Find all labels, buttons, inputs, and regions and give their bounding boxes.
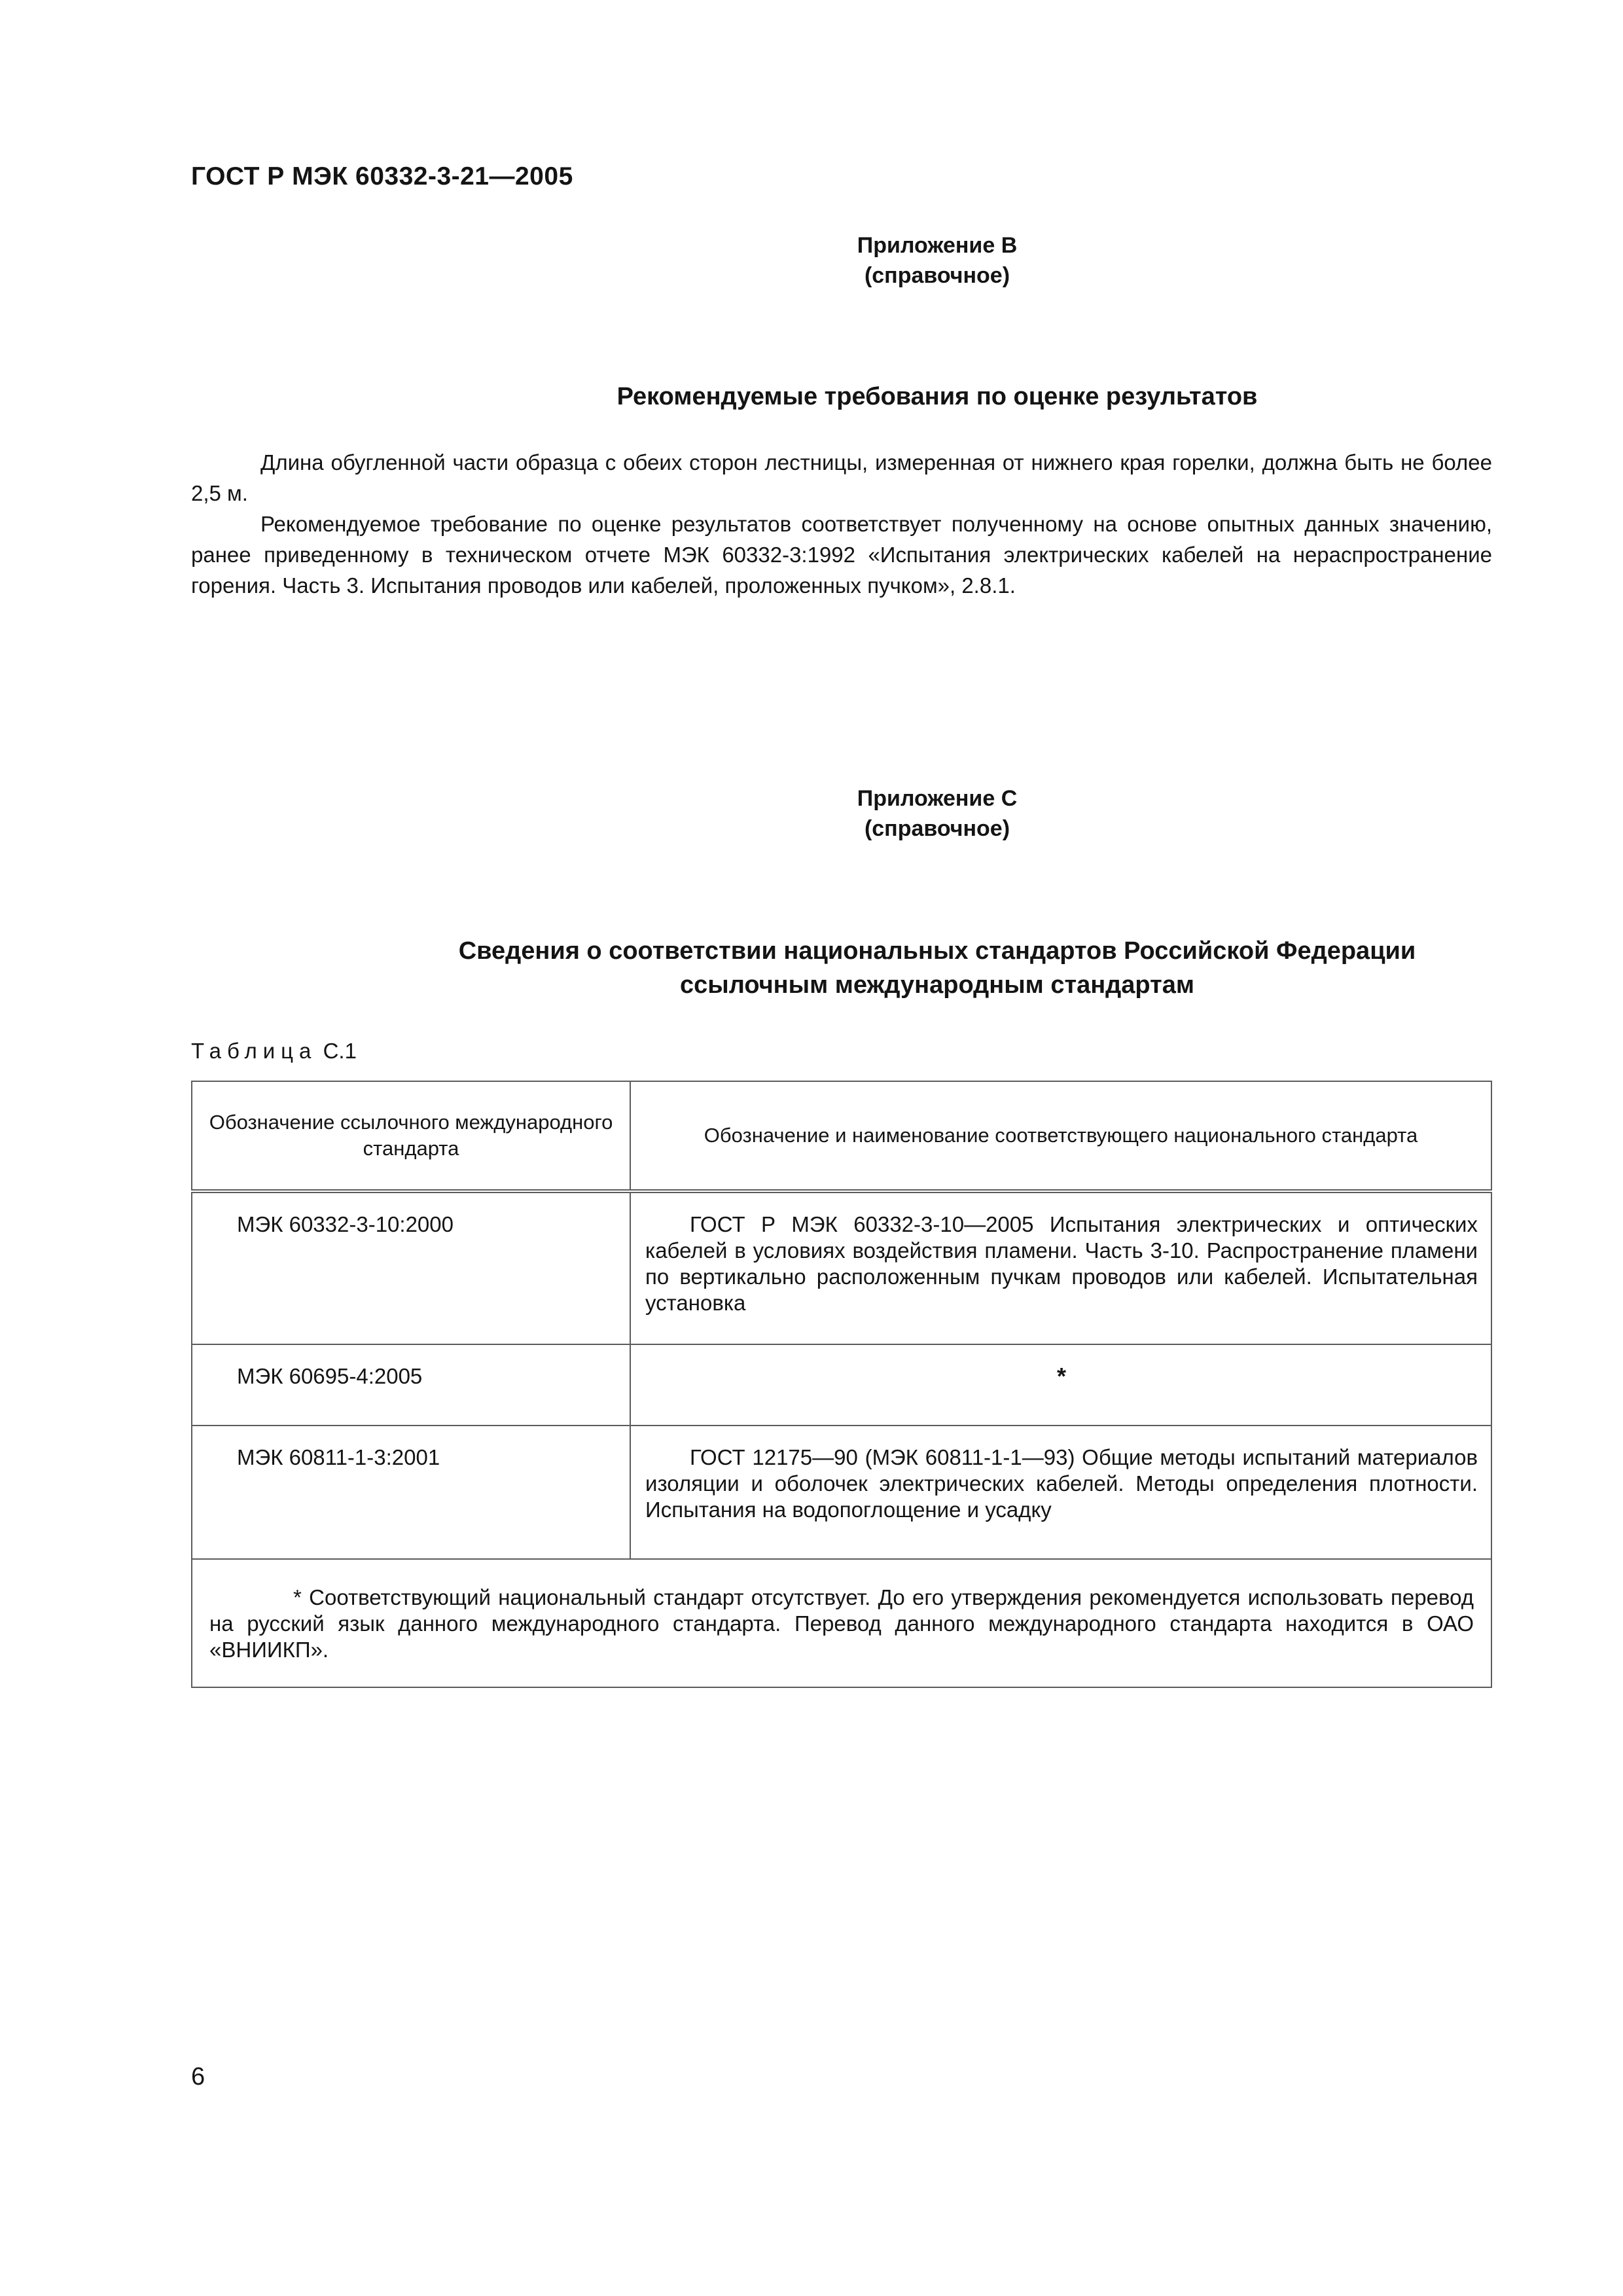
annex-c-title-line-2: ссылочным международным стандартам: [679, 971, 1194, 999]
table-header-row: [192, 1081, 1491, 1191]
annex-b-body: [191, 447, 1492, 601]
annex-c-heading: [191, 783, 1492, 844]
table-row: [192, 1191, 1491, 1344]
page-number: 6: [191, 2063, 205, 2090]
document-code: ГОСТ Р МЭК 60332-3-21—2005: [191, 162, 573, 190]
annex-c-title-line-1: Сведения о соответствии национальных стандартов Российской Федерации: [458, 937, 1416, 965]
national-cell: ГОСТ 12175—90 (МЭК 60811-1-1—93) Общие методы испытаний материалов изоляции и оболочек электрических кабелей. Методы определения плотности. Испытания на водопоглощение и усадку: [630, 1426, 1491, 1559]
table-footnote: * Соответствующий национальный стандарт отсутствует. До его утверждения рекомендуется использовать перевод на русский язык данного международного стандарта. Перевод данного международного стандарта находится в ОАО «ВНИИКП».: [192, 1559, 1491, 1687]
national-cell: *: [630, 1344, 1491, 1426]
reference-cell: МЭК 60811-1-3:2001: [192, 1426, 630, 1559]
annex-c-label: Приложение С: [857, 786, 1018, 811]
table-row: [192, 1344, 1491, 1426]
table-row: [192, 1426, 1491, 1559]
annex-b-heading: [191, 230, 1492, 291]
table-caption: [191, 1039, 357, 1064]
national-cell: ГОСТ Р МЭК 60332-3-10—2005 Испытания электрических и оптических кабелей в условиях воздействия пламени. Часть 3-10. Распространение пламени по вертикально расположенным пучкам проводов или кабелей. Испытательная установка: [630, 1191, 1491, 1344]
annex-b-title-text: Рекомендуемые требования по оценке результатов: [616, 383, 1258, 410]
annex-b-status: (справочное): [864, 263, 1010, 288]
table-caption-word: Таблица: [191, 1039, 317, 1063]
reference-cell: МЭК 60332-3-10:2000: [192, 1191, 630, 1344]
annex-b-label: Приложение В: [857, 233, 1018, 258]
annex-b-title: [191, 380, 1492, 414]
table-footnote-row: [192, 1559, 1491, 1687]
header-reference-standard: Обозначение ссылочного международного стандарта: [192, 1081, 630, 1191]
header-national-standard: Обозначение и наименование соответствующего национального стандарта: [630, 1081, 1491, 1191]
table-caption-number: С.1: [323, 1039, 357, 1063]
annex-b-paragraph-1: Длина обугленной части образца с обеих сторон лестницы, измеренная от нижнего края горелки, должна быть не более 2,5 м.: [191, 450, 1492, 505]
reference-cell: МЭК 60695-4:2005: [192, 1344, 630, 1426]
annex-c-status: (справочное): [864, 816, 1010, 841]
annex-c-title: [191, 934, 1492, 1002]
standards-correspondence-table: [191, 1081, 1492, 1688]
annex-b-paragraph-2: Рекомендуемое требование по оценке результатов соответствует полученному на основе опытных данных значению, ранее приведенному в техническом отчете МЭК 60332-3:1992 «Испытания электрических кабелей на нераспространение горения. Часть 3. Испытания проводов или кабелей, проложенных пучком», 2.8.1.: [191, 512, 1492, 598]
